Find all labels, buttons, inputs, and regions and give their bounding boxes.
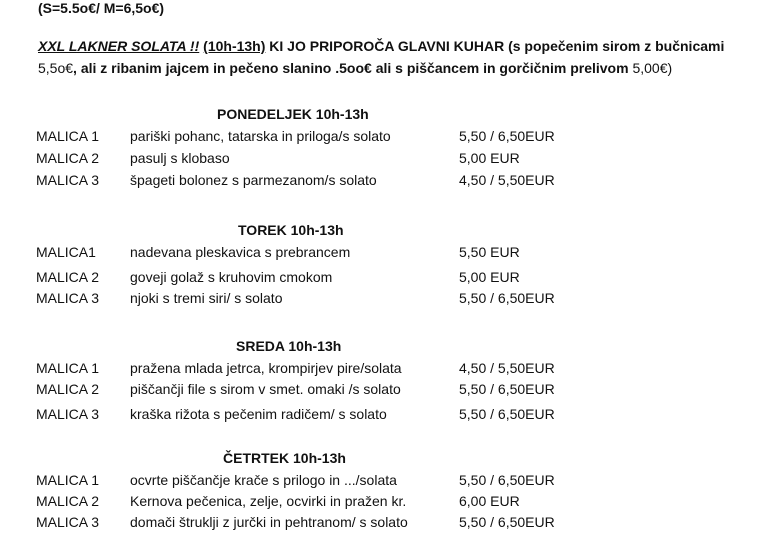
menu-row bbox=[36, 150, 596, 170]
day-heading-torek: TOREK 10h-13h bbox=[238, 222, 344, 238]
menu-dish: Kernova pečenica, zelje, ocvirki in pražen kr. bbox=[130, 493, 407, 509]
menu-dish: pasulj s klobaso bbox=[130, 150, 230, 166]
menu-row bbox=[36, 290, 596, 310]
menu-label: MALICA 3 bbox=[36, 514, 100, 530]
menu-label: MALICA 1 bbox=[36, 360, 100, 376]
menu-dish: piščančji file s sirom v smet. omaki /s solato bbox=[130, 381, 401, 397]
lakner-line-1 bbox=[38, 38, 724, 54]
menu-dish: domači štruklji z jurčki in pehtranom/ s solato bbox=[130, 514, 408, 530]
menu-label: MALICA 3 bbox=[36, 290, 100, 306]
lakner-description-1: KI JO PRIPOROČA GLAVNI KUHAR (s popečenim sirom z bučnicami bbox=[269, 38, 725, 54]
menu-row bbox=[36, 172, 596, 192]
menu-dish: nadevana pleskavica s prebrancem bbox=[130, 244, 351, 260]
menu-row bbox=[36, 360, 596, 380]
lakner-description-2: , ali z ribanim jajcem in pečeno slanino .5oo€ ali s piščancem in gorčičnim prelivom bbox=[73, 60, 629, 76]
menu-row bbox=[36, 493, 596, 513]
menu-price: 6,00 EUR bbox=[459, 493, 520, 509]
menu-dish: ocvrte piščančje krače s prilogo in .../solata bbox=[130, 472, 397, 488]
menu-label: MALICA 2 bbox=[36, 150, 100, 166]
menu-price: 5,50 / 6,50EUR bbox=[459, 381, 555, 397]
menu-row bbox=[36, 514, 596, 534]
menu-label: MALICA 2 bbox=[36, 381, 100, 397]
lakner-price-a: 5,5o€ bbox=[38, 60, 74, 76]
menu-label: MALICA 3 bbox=[36, 406, 100, 422]
menu-label: MALICA 3 bbox=[36, 172, 100, 188]
menu-label: MALICA 1 bbox=[36, 472, 100, 488]
menu-dish: kraška rižota s pečenim radičem/ s solato bbox=[130, 406, 387, 422]
menu-dish: pariški pohanc, tatarska in priloga/s solato bbox=[130, 128, 391, 144]
lakner-title: XXL LAKNER SOLATA !! bbox=[38, 38, 200, 54]
menu-row bbox=[36, 472, 596, 492]
menu-dish: goveji golaž s kruhovim cmokom bbox=[130, 269, 333, 285]
menu-price: 4,50 / 5,50EUR bbox=[459, 172, 555, 188]
price-note: (S=5.5o€/ M=6,5o€) bbox=[38, 0, 165, 16]
lakner-price-b: 5,00€) bbox=[632, 60, 673, 76]
menu-label: MALICA1 bbox=[36, 244, 96, 260]
day-heading-cetrtek: ČETRTEK 10h-13h bbox=[223, 450, 346, 466]
menu-price: 5,50 / 6,50EUR bbox=[459, 406, 555, 422]
menu-price: 4,50 / 5,50EUR bbox=[459, 360, 555, 376]
menu-price: 5,50 / 6,50EUR bbox=[459, 514, 555, 530]
menu-row bbox=[36, 269, 596, 289]
lakner-line-2 bbox=[38, 60, 672, 76]
menu-price: 5,50 / 6,50EUR bbox=[459, 290, 555, 306]
menu-price: 5,00 EUR bbox=[459, 150, 520, 166]
menu-label: MALICA 1 bbox=[36, 128, 100, 144]
menu-row bbox=[36, 128, 596, 148]
menu-row bbox=[36, 244, 596, 264]
menu-row bbox=[36, 406, 596, 426]
menu-dish: pražena mlada jetrca, krompirjev pire/solata bbox=[130, 360, 402, 376]
lakner-time: (10h-13h) bbox=[203, 38, 266, 54]
day-heading-ponedeljek: PONEDELJEK 10h-13h bbox=[217, 106, 369, 122]
menu-price: 5,50 EUR bbox=[459, 244, 520, 260]
menu-dish: špageti bolonez s parmezanom/s solato bbox=[130, 172, 377, 188]
menu-price: 5,50 / 6,50EUR bbox=[459, 472, 555, 488]
menu-label: MALICA 2 bbox=[36, 269, 100, 285]
menu-row bbox=[36, 381, 596, 401]
day-heading-sreda: SREDA 10h-13h bbox=[236, 338, 342, 354]
menu-dish: njoki s tremi siri/ s solato bbox=[130, 290, 283, 306]
menu-label: MALICA 2 bbox=[36, 493, 100, 509]
menu-price: 5,50 / 6,50EUR bbox=[459, 128, 555, 144]
menu-price: 5,00 EUR bbox=[459, 269, 520, 285]
